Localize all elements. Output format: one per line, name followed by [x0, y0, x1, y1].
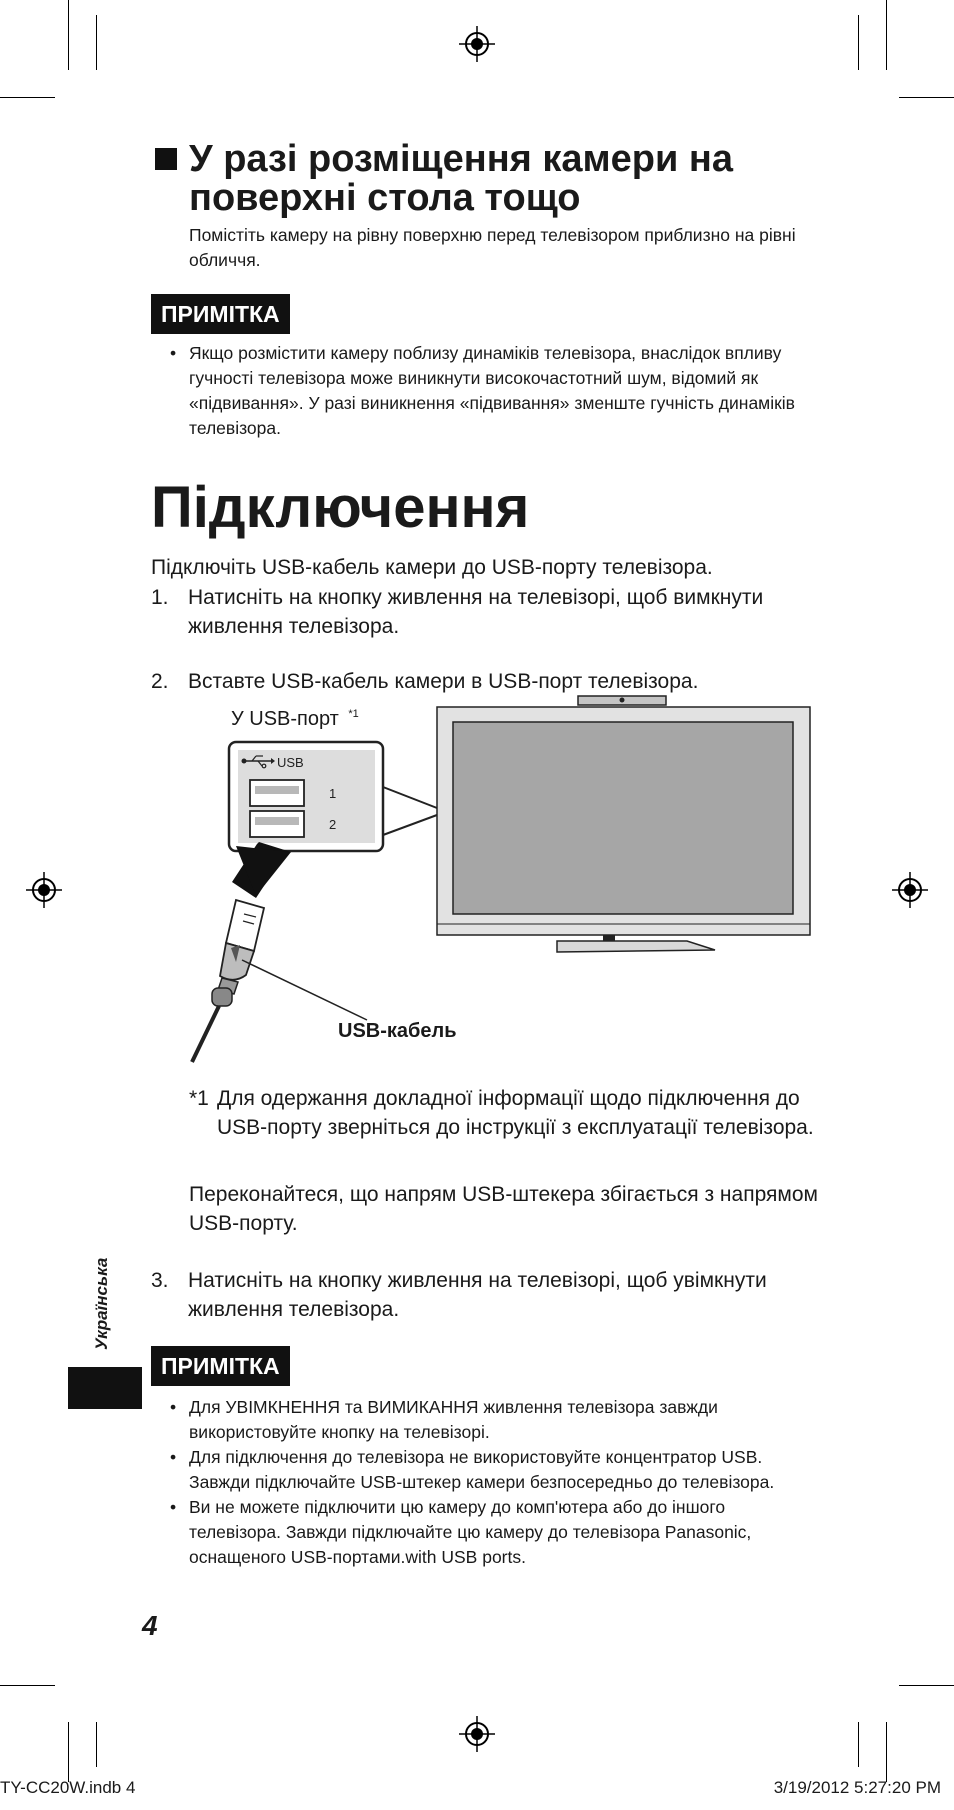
language-label: Українська — [92, 1257, 111, 1350]
usb-cable-wire — [192, 1006, 219, 1062]
page-title: Підключення — [151, 475, 530, 540]
note-label: ПРИМІТКА — [151, 294, 290, 334]
footnote-mark: *1 — [189, 1087, 209, 1110]
step-number: 3. — [151, 1269, 169, 1292]
note-item: • Ви не можете підключити цю камеру до комп'ютера або до іншого телевізора. Завжди підключайте цю камеру до телевізора Panasonic, оснащеного USB-портами.with USB ports. — [170, 1495, 820, 1570]
note-list — [170, 341, 820, 441]
step-1 — [151, 583, 771, 641]
usb-plug-icon — [212, 900, 264, 1006]
note-item: • Для підключення до телевізора не використовуйте концентратор USB. Завжди підключайте USB-штекер камери безпосередньо до телевізора. — [170, 1445, 820, 1495]
note-list — [170, 1395, 820, 1570]
step-text: Натисніть на кнопку живлення на телевізорі, щоб увімкнути живлення телевізора. — [188, 1269, 767, 1321]
registration-mark-icon — [457, 1714, 497, 1754]
step-number: 2. — [151, 670, 169, 693]
usb-port-2 — [250, 811, 304, 837]
usb-port-1 — [250, 780, 304, 806]
registration-mark-icon — [24, 870, 64, 910]
footnote-text: Для одержання докладної інформації щодо підключення до USB-порту зверніться до інструкції з експлуатації телевізора. — [217, 1087, 814, 1139]
port-1-label: 1 — [329, 786, 337, 801]
port-2-label: 2 — [329, 817, 337, 832]
section-heading — [155, 140, 855, 218]
note-item: • Для УВІМКНЕННЯ та ВИМИКАННЯ живлення телевізора завжди використовуйте кнопку на телевізорі. — [170, 1395, 820, 1445]
square-bullet-icon — [155, 148, 177, 170]
intro-text: Підключіть USB-кабель камери до USB-порту телевізора. — [151, 556, 713, 579]
usb-port-label: USB — [277, 755, 304, 770]
tv-icon — [437, 696, 810, 952]
registration-mark-icon — [890, 870, 930, 910]
footer-timestamp: 3/19/2012 5:27:20 PM — [773, 1778, 941, 1797]
footer-file: TY-CC20W.indb 4 — [0, 1778, 136, 1797]
orientation-note: Переконайтеся, що напрям USB-штекера збігається з напрямом USB-порту. — [189, 1183, 818, 1235]
port-label-sup: *1 — [348, 708, 359, 721]
step-text: Натисніть на кнопку живлення на телевізорі, щоб вимкнути живлення телевізора. — [188, 586, 764, 638]
language-tab — [68, 1367, 142, 1409]
registration-mark-icon — [457, 24, 497, 64]
cable-label: USB-кабель — [338, 1020, 457, 1042]
note-label: ПРИМІТКА — [151, 1346, 290, 1386]
section-heading-text: У разі розміщення камери на поверхні стола тощо — [189, 138, 733, 219]
step-text: Вставте USB-кабель камери в USB-порт телевізора. — [188, 670, 699, 693]
footnote — [189, 1084, 829, 1142]
port-label-text: У USB-порт — [231, 708, 339, 730]
page-number: 4 — [142, 1610, 158, 1641]
step-number: 1. — [151, 586, 169, 609]
note-item: • Якщо розмістити камеру поблизу динаміків телевізора, внаслідок впливу гучності телевізора може виникнути високочастотний шум, відомий як «підвивання». У разі виникнення «підвивання» зменште гучність динаміків телевізора. — [170, 341, 820, 441]
section-paragraph: Помістіть камеру на рівну поверхню перед телевізором приблизно на рівні обличчя. — [189, 225, 796, 270]
usb-connection-diagram — [180, 688, 820, 1073]
step-3 — [151, 1266, 771, 1324]
